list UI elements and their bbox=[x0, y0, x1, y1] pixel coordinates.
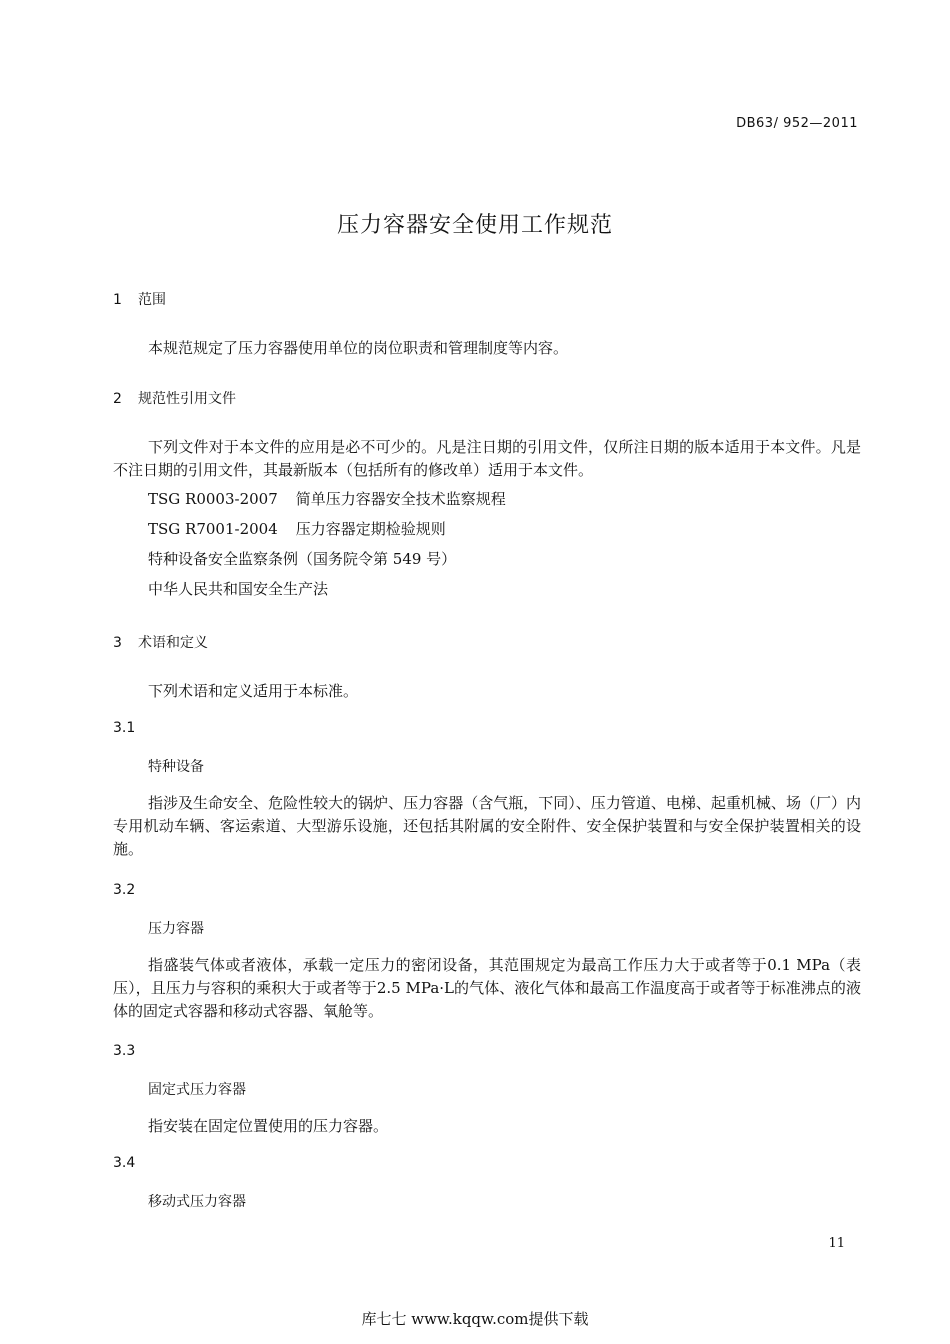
term-number: 3.3 bbox=[113, 1043, 136, 1059]
section-title: 规范性引用文件 bbox=[138, 391, 236, 407]
section-3-heading bbox=[113, 632, 208, 652]
reference-name: 特种设备安全监察条例（国务院令第 549 号） bbox=[148, 550, 457, 568]
section-1-body: 本规范规定了压力容器使用单位的岗位职责和管理制度等内容。 bbox=[148, 339, 569, 357]
section-title: 范围 bbox=[138, 292, 166, 308]
term-number: 3.2 bbox=[113, 882, 136, 898]
reference-code: TSG R7001-2004 bbox=[148, 520, 278, 538]
term-title: 特种设备 bbox=[148, 759, 204, 775]
term-definition: 指安装在固定位置使用的压力容器。 bbox=[148, 1117, 389, 1135]
section-number: 1 bbox=[113, 292, 122, 308]
term-number: 3.1 bbox=[113, 720, 136, 736]
section-1-heading bbox=[113, 289, 166, 309]
reference-name: 中华人民共和国安全生产法 bbox=[148, 580, 329, 598]
reference-name: 简单压力容器安全技术监察规程 bbox=[295, 490, 506, 508]
term-title: 压力容器 bbox=[148, 921, 204, 937]
download-watermark: 库七七 www.kqqw.com提供下载 bbox=[361, 1310, 589, 1328]
reference-code: TSG R0003-2007 bbox=[148, 490, 278, 508]
reference-item bbox=[148, 548, 456, 569]
reference-item bbox=[148, 488, 506, 509]
reference-name: 压力容器定期检验规则 bbox=[295, 520, 446, 538]
document-code: DB63/ 952—2011 bbox=[736, 116, 858, 131]
reference-item bbox=[148, 518, 446, 539]
section-title: 术语和定义 bbox=[138, 635, 208, 651]
section-3-body: 下列术语和定义适用于本标准。 bbox=[148, 682, 359, 700]
document-title: 压力容器安全使用工作规范 bbox=[336, 213, 613, 238]
section-2-body: 下列文件对于本文件的应用是必不可少的。凡是注日期的引用文件，仅所注日期的版本适用于本文件。凡是不注日期的引用文件，其最新版本（包括所有的修改单）适用于本文件。 bbox=[113, 438, 861, 479]
term-number: 3.4 bbox=[113, 1155, 136, 1171]
term-title: 移动式压力容器 bbox=[148, 1194, 246, 1210]
page-number: 11 bbox=[828, 1236, 845, 1251]
term-title: 固定式压力容器 bbox=[148, 1082, 246, 1098]
reference-item bbox=[148, 578, 328, 599]
section-2-heading bbox=[113, 388, 236, 408]
term-definition: 指盛装气体或者液体，承载一定压力的密闭设备，其范围规定为最高工作压力大于或者等于0.1 MPa（表压），且压力与容积的乘积大于或者等于2.5 MPa·L的气体、液化气体和最高工作温度高于或者等于标准沸点的液体的固定式容器和移动式容器、氧舱等。 bbox=[113, 956, 861, 1020]
term-definition: 指涉及生命安全、危险性较大的锅炉、压力容器（含气瓶，下同）、压力管道、电梯、起重机械、场（厂）内专用机动车辆、客运索道、大型游乐设施，还包括其附属的安全附件、安全保护装置和与安全保护装置相关的设施。 bbox=[113, 794, 861, 858]
section-number: 2 bbox=[113, 391, 122, 407]
section-number: 3 bbox=[113, 635, 122, 651]
